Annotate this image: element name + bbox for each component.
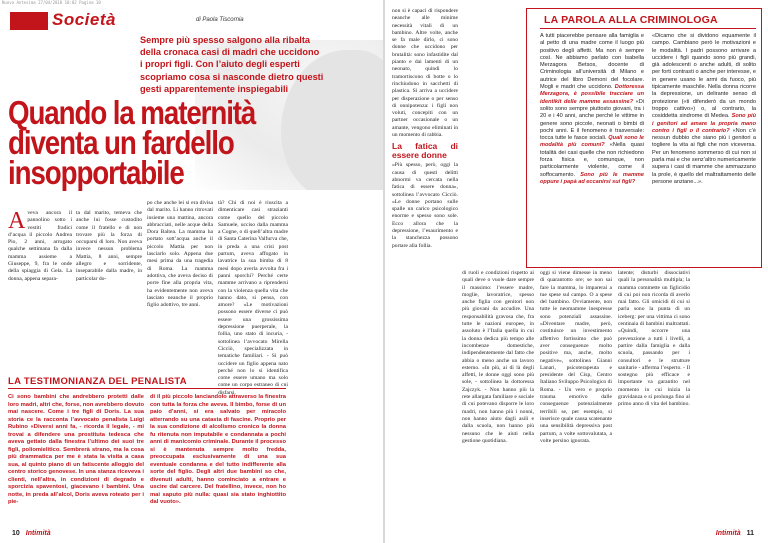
page-number: 11 [746, 530, 754, 537]
print-slug: Nuova Antesima 27/04/2010 10:02 Pagina 10 [2, 0, 101, 5]
magazine-name: Intimità [25, 530, 51, 537]
box-column-1: Ci sono bambini che andrebbero protetti dalle loro madri, altri che, forse, non avrebbero dovuto mai nascere. Come i tre figli di Doris. La sua storia ce la racconta l’avvocato penalista Luigi Rubino «Diversi anni fa, - ricorda il legale, - mi trovai a difendere una prostituta tedesca che aveva gettato dalla finestra l’ultimo dei suoi tre figli, poliomielitico. Sembrerà strano, ma la cosa più drammatica per me è stata la visita a casa sua, al quinto piano di un fatiscente alloggio del centro storico genovese. In una stanza riceveva i clienti, nell’altra, in condizioni di degrado e sporcizia spaventosi, giacevano i bambini. Una notte, in preda all’alcol, Doris aveva roteato per i pie- [8, 394, 144, 505]
criminology-title: LA PAROLA ALLA CRIMINOLOGA [544, 14, 718, 26]
criminology-column-2: «Dicamo che si dividono equamente il campo. Cambiano però le motivazioni e le modalità. I padri possono arrivare a uccidere i figli quando sono più grandi, già adolescenti o anche adulti, di solito per forti contrasti o anche per interesse, e in genere usano le armi da fuoco, più tipicamente maschile. Nella donna ricorre la depressione, un delirante senso di protezione («ti difenderò da un mondo troppo cattivo») o, al contrario, la cosiddetta sindrome di Medea. Sono più i genitori ad amare la propria mano contro i figli o il contrario? «Non c’è nessun dubbio che siano più i genitori a togliere la vita ai figli che non viceversa. Per un fenomeno sommerso di cui non si parla mai e che senz’altro numericamente supera i casi di mamme che ammazzano la prole, è quello del maltrattamento delle persone anziane...». [652, 33, 756, 185]
left-footer [8, 530, 51, 537]
box-heading: LA TESTIMONIANZA DEL PENALISTA [8, 376, 187, 387]
byline: di Paola Tiscornia [196, 17, 244, 23]
right-body-column-4: latente; disturbi dissociativi quali la personalità multipla; la mamma commette un figlicidio di cui poi non ricorda di averlo mai fatto. Gli omicidi di cui si parla sono la punta di un iceberg: per una vittima ci sono centinaia di bambini maltrattati. «Quindi, occorre una prevenzione a tutti i livelli, a partire dalla famiglia e dalla scuola, passando per i consultori e le strutture sanitarie - afferma l’esperto. - Il sostegno più efficace e importante va garantito nel momento in cui inizia la gravidanza e si prolunga fino al primo anno di vita del bambino. [618, 270, 690, 408]
criminology-rule [540, 28, 756, 29]
box-rule [8, 388, 286, 389]
article-subhead: Sempre più spesso salgono alla ribalta della cronaca casi di madri che uccidono i propri figli. Con l’aiuto degli esperti scopriamo cosa si nasconde dietro questi gesti apparentemente inspiegabili [140, 35, 324, 94]
right-body-column-1b [392, 262, 458, 524]
criminology-column-1: A tutti piacerebbe pensare alla famiglia e al petto di una madre come il luogo più positivo degli affetti. Ma non è sempre così. Ne abbiamo parlato con Isabella Merzagora Betsos, docente di Criminologia all’università di Milano e autrice del libro Demoni del focolare. Mogli e madri che uccidono. Dottoressa Merzagora, è possibile tracciare un identikit delle mamme assassine? «Di solito sono sempre piuttosto giovani, tra i 20 e i 40 anni, anche perché le vittime in genere sono piccole, neonati o bimbi di pochi anni. E il fenomeno è trasversale: tocca tutte le fasce sociali. Quali sono le modalità più comuni? «Nella quasi totalità dei casi quelle che non richiedono forza fisica e, comunque, non particolarmente violente, come il soffocamento. Sono più le mamme oppure i papà ad eccanirsi sui figli? [540, 33, 644, 185]
section-title: Società [52, 10, 116, 29]
body-column-5 [292, 200, 376, 520]
right-page [384, 0, 768, 543]
page-number: 10 [12, 530, 20, 537]
right-body-column-3: oggi si viene dimesse in meno di quarantotto ore; se non sai fare la mamma, lo imparerai a tue spese sul campo. O a spese del bambino. Ovviamente, non tutte le neomamme inespresse sono potenziali assassine. «Diventare madre, però, costituisce un investimento affettivo fortissimo che può aver conseguenze molto positive ma, anche, molto negative», sottolinea Gianni Lanari, psicoterapeuta e presidente del Cisp, Centro Italiano Sviluppo Psicologico di Roma. - Un vero e proprio trauma emotivo dalle conseguenze potenzialmente terribili se, per esempio, si inserisce quale causa scatenante una sensibilità depressiva post partum, a volte sottovalutata, a volte persino ignorata. [540, 270, 612, 444]
section-color-bar [10, 12, 48, 30]
body-column-4: tà? Chi di noi è riuscita a dimenticare casi strazianti come quello del piccolo Samuele, ucciso dalla mamma a Cogne, o di quell’altra madre di Santa Caterina Valfurva che, in preda a una crisi post partum, aveva affogato in lavatrice la sua bimba di 8 mesi dopo averla avvolta fra i panni sporchi? Perché certe mamme arrivano a riprendersi con la violenza quella vita che hanno dato, si pensa, con amore? «Le motivazioni possono essere diverse ci può essere una grossissima depressione puerperale, la follia, uno stato di incuria, - sottolinea l’avvocato Mirella Cicciò, specializzata in tematiche familiari. - Si può uccidere un figlio appena nato perché non lo si identifica come essere umano ma solo come un corpo estraneo di cui disfarsi. [218, 200, 288, 396]
body-column-2: ta dal marito, temeva che anche lui fosse custodito come il fratello e di non trovare più la forza di occuparsi di loro. Non aveva invece nessun problema Mattia, 8 anni, sempre allegro e sorridente, inseparabile dalla madre, in particolar do- [76, 210, 142, 282]
body-column-1: Aveva ancora il pannolino sotto i vestiti fradici d’acqua il piccolo Andrea Pio, 2 anni, arrogato qualche settimana fa dalla mamma assieme a Giuseppe, 9, fra le onde della spiaggia di Gela. La donna, appena separa- [8, 208, 72, 282]
body-column-3: po che anche lei si era divisa dal marito. Li hanno ritrovati insieme una mattina, ancora abbracciati, nelle acque della Dora Baltea. La mamma ha portato sott’acqua anche il piccolo Mattia per non lasciarlo solo. Appena due mesi prima da una tragedia di Roma. La mamma adottiva, che aveva deciso di porre fine alla propria vita, ha evidentemente non aveva lasciato neanche il proprio figlio adottivo, tre anni. [147, 200, 213, 309]
article-headline: Quando la maternità diventa un fardello insopportabile [8, 94, 256, 191]
box-column-2: di il più piccolo lanciandolo attraverso la finestra con tutta la forza che aveva. Il bimbo, forse di un paio d’anni, si era salvato per miracolo atterrando su una catasta di fascine. Proprio per la sua condizione di alcolismo cronico la donna fu ritenuta non imputabile e condannata a pochi anni di manicomio criminale. Durante il processo si è mantenuta sempre molto fredda, preoccupata esclusivamente di una sua eventuale condanna e del tutto indifferente alla sorte del figlio. Degli altri due bambini so che, divenuti adulti, hanno cominciato a entrare e uscire dal carcere. Del fratellino, invece, non ho mai saputo più nulla: quasi sia stato inghiottito dal vuoto». [150, 394, 286, 505]
right-body-column-2: di ruoli e condizioni rispetto ai quali deve o vuole dare sempre il massimo: l’essere madre, moglie, lavoratrice, spesso anche figlia con genitori non più giovani da accudire. Una responsabilità gravosa che, fra tutte le nazioni europee, in assoluto è l’Italia quella in cui la donna dedica più tempo alle incombenze domestiche, indipendentemente dal fatto che abbia o meno anche un lavoro esterno. «In più, ai di là degli affetti, le donne oggi sono più sole, - sottolinea la dottoressa Zajczyk. - Non hanno più la rete allargata familiare e sociale di cui potevano disporre le loro madri, non hanno più i nonni, non hanno aiuto dagli asili e dalla scuola, non hanno più nessuno che le aiuti nella gestione quotidiana. [462, 270, 534, 444]
subheading-fatica: La fatica di essere donne [392, 141, 458, 161]
magazine-name: Intimità [715, 530, 741, 537]
right-body-column-1: non si è capaci di rispondere neanche alle minime necessità vitali di un bambino. Altre volte, anche se fa male dirlo, ci sono donne che uccidono per brutalità: sono infastidite dal pianto e dai lamenti di un neonato, quindi lo tramortiscono di botte o lo rinchiudono in sacchetti di plastica. Si arriva a uccidere per disperazione o per senso di onnipotenza: i figli non voluti, concepiti con un partner occasionale o un amante, vengono eliminati in un momento di rabbia. La fatica di essere donne «Più spesso, però, oggi la causa di questi delitti abnormi va cercata nella fatica di essere donna», sottolinea l’avvocato Cicciò. «Le donne portano sulle spalle un carico psicologico enorme e spesso sono sole. Ecco allora che la depressione, l’esaurimento e la stanchezza possono portare alla follia. [392, 8, 458, 249]
right-footer [716, 530, 758, 537]
